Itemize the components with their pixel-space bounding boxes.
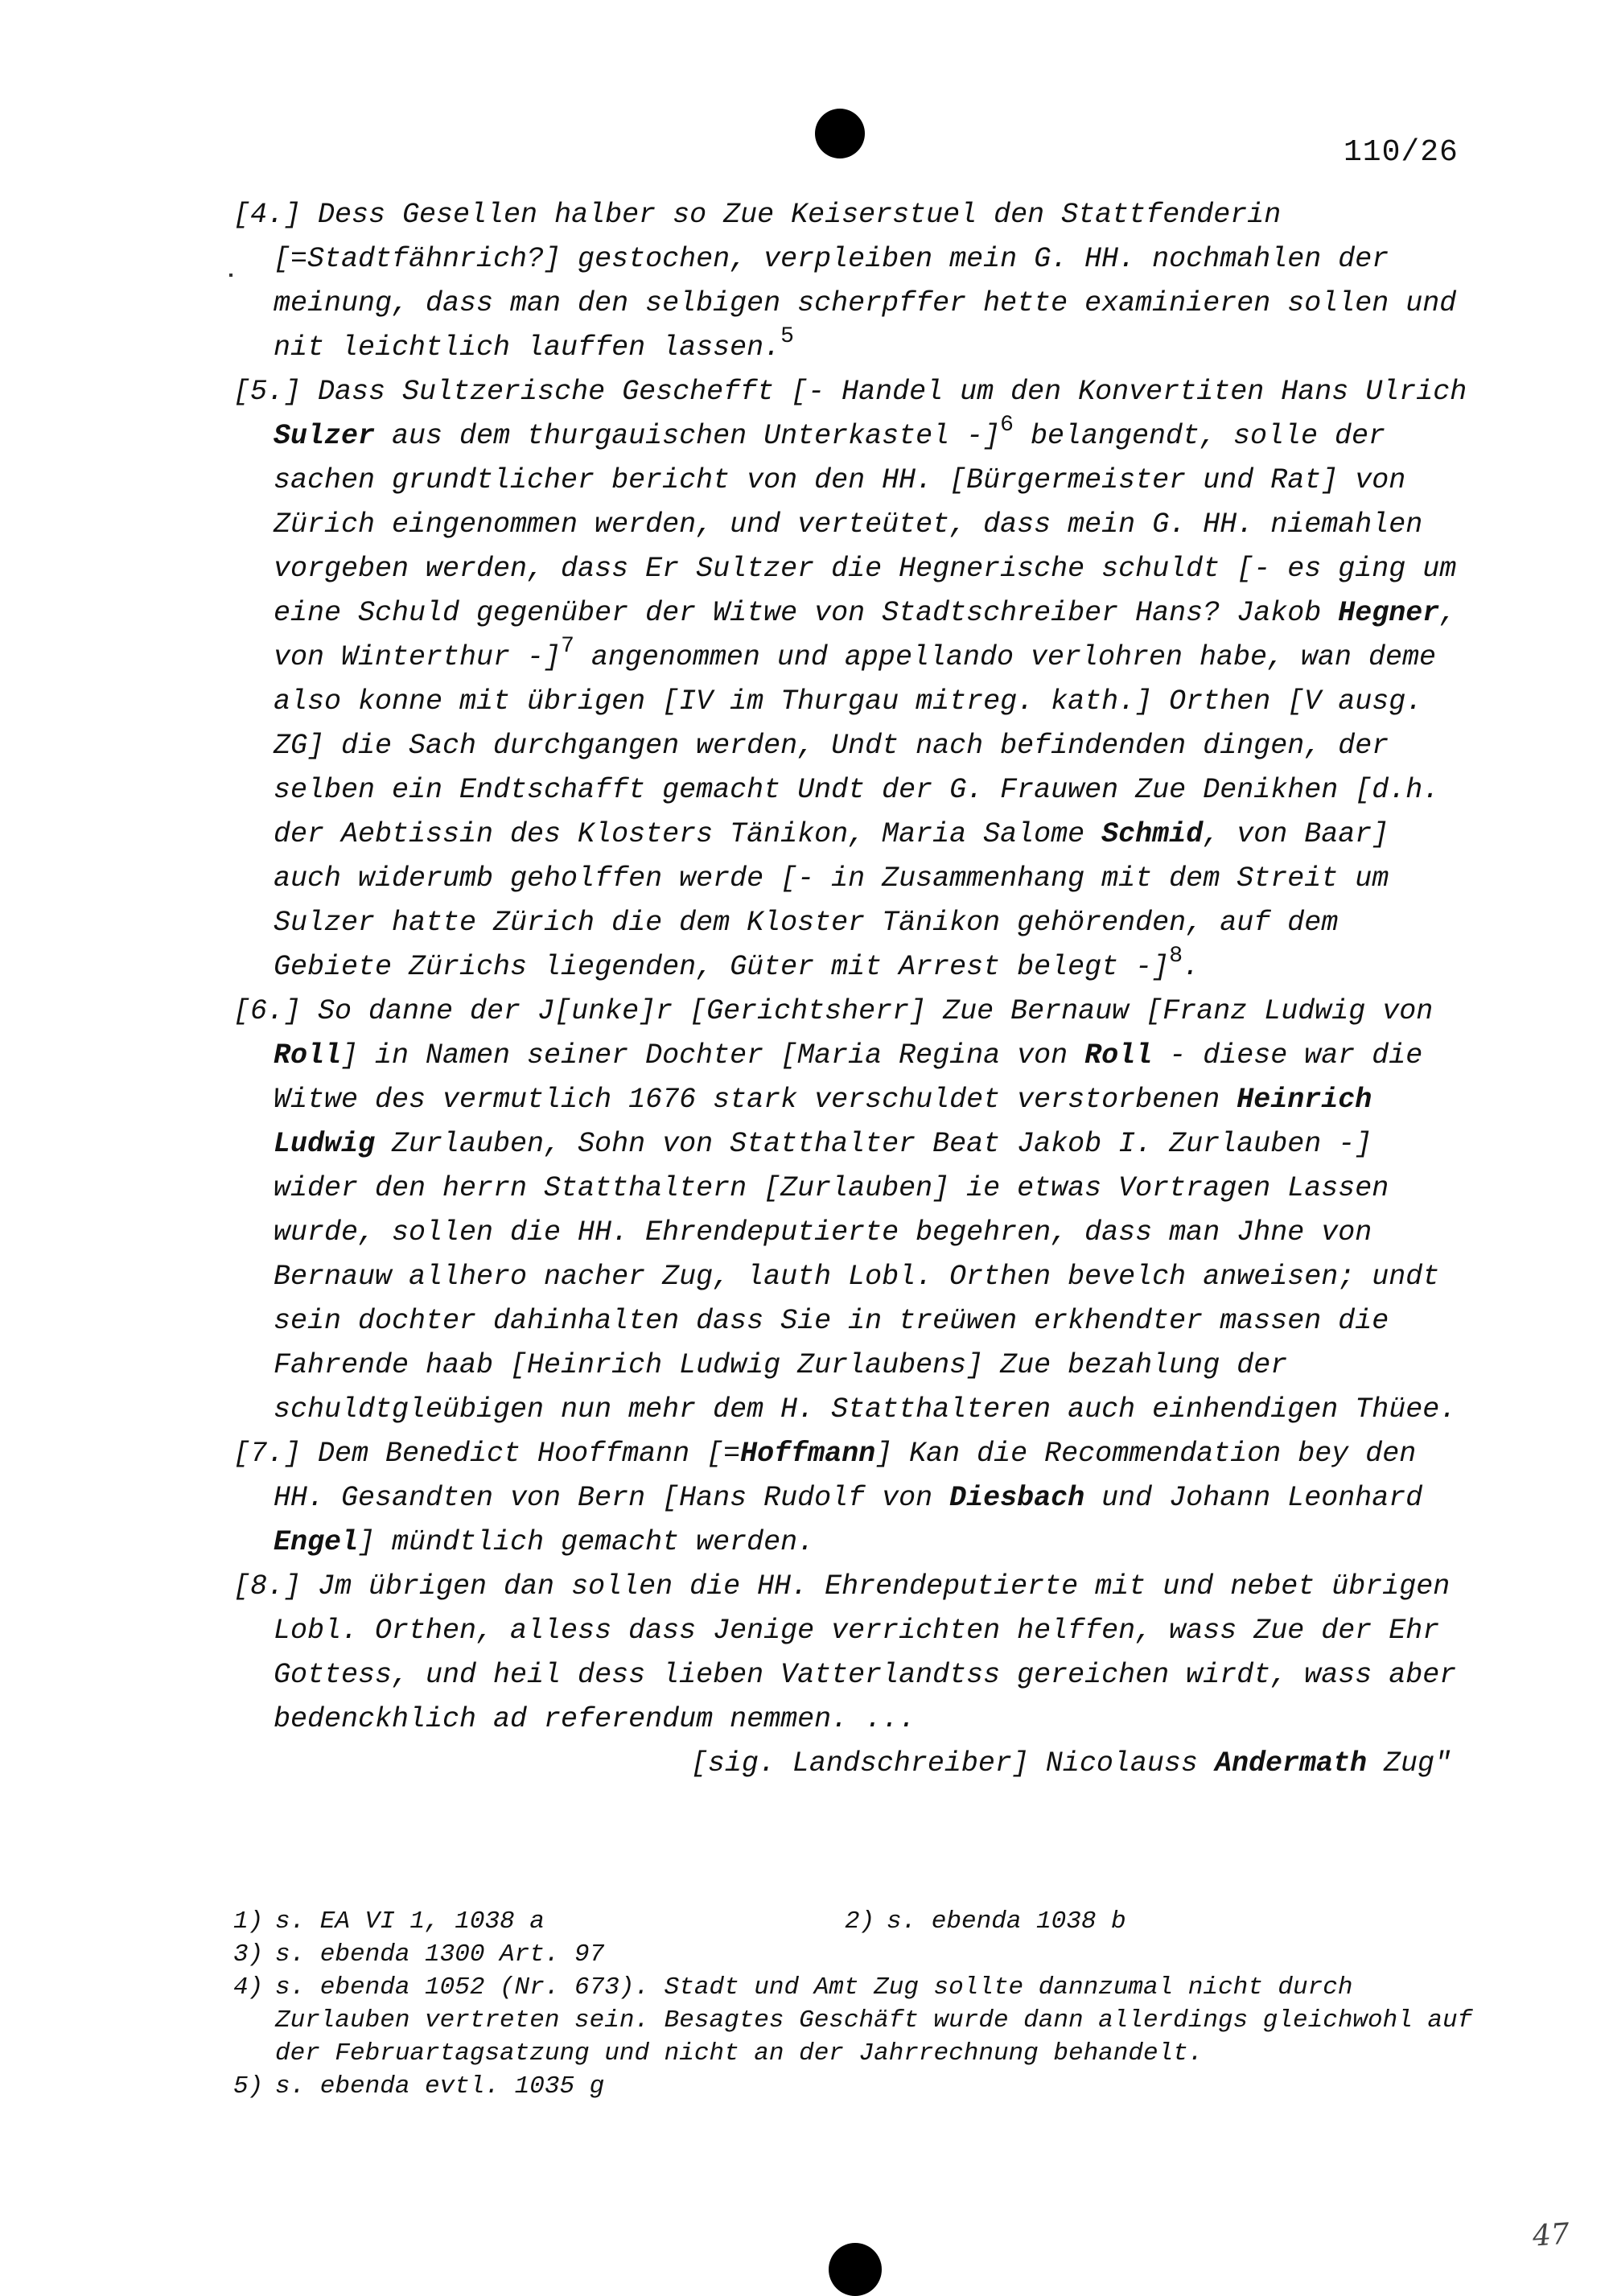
text-run: Zurlauben, Sohn von Statthalter Beat Jakob I. Zurlauben -] wider den herrn Statthaltern [Zurlauben] ie etwas Vortragen Lassen wurde, sollen die HH. Ehrendeputierte begehren, dass man Jhne von Bernauw allhero nacher Zug, lauth Lobl. Orthen bevelch anweisen; undt sein dochter dahinhalten dass Sie in treüwen erkhendter massen die Fahrende haab [Heinrich Ludwig Zurlaubens] Zue bezahlung der schuldtgleübigen nun mehr dem H. Statthalteren auch einhendigen Thüee. xyxy=(274,1128,1457,1426)
text-run: [7.] Dem Benedict Hooffmann [= xyxy=(233,1438,741,1470)
text-run: angenommen und appellando verlohren habe, wan deme also konne mit übrigen [IV im Thurgau mitreg. kath.] Orthen [V ausg. ZG] die Sach durchgangen werden, Undt nach befindenden dingen, der selben ein Endtschafft gemacht Undt der G. Frauwen Zue Denikhen [d.h. der Aebtissin des Klosters Tänikon, Maria Salome xyxy=(274,641,1440,850)
text-run: belangendt, solle der sachen grundtlicher bericht von den HH. [Bürgermeister und Rat] von Zürich eingenommen werden, und verteütet, dass mein G. HH. niemahlen vorgeben werden, dass Er Sultzer die Hegnerische schuldt [- es ging um eine Schuld gegenüber der Witwe von Stadtschreiber Hans? Jakob xyxy=(274,420,1457,629)
text-run: ] mündtlich gemacht werden. xyxy=(358,1526,815,1558)
footnotes xyxy=(233,1905,1488,2103)
footnote-ref: 7 xyxy=(561,634,574,659)
person-name: Hoffmann xyxy=(740,1438,876,1470)
footnote-number: 3) xyxy=(233,1940,264,1969)
person-name: Roll xyxy=(274,1039,342,1072)
footnote-text: s. ebenda evtl. 1035 g xyxy=(275,2072,605,2101)
page-number: 110/26 xyxy=(1344,135,1459,170)
footnote-ref: 8 xyxy=(1169,944,1183,969)
punch-hole-top xyxy=(815,109,865,158)
footnote-number: 4) xyxy=(233,1973,264,2002)
text-run: , von Winterthur -] xyxy=(274,597,1457,673)
person-name: Hegner xyxy=(1338,597,1440,629)
footnote xyxy=(233,1905,845,1938)
footnote-text: s. EA VI 1, 1038 a xyxy=(275,1907,545,1936)
text-run: , von Baar] auch widerumb geholffen werde [- in Zusammenhang mit dem Streit um Sulzer hatte Zürich die dem Kloster Tänikon gehörenden, auf dem Gebiete Zürichs liegenden, Güter mit Arrest belegt -] xyxy=(274,818,1389,983)
person-name: Roll xyxy=(1084,1039,1153,1072)
text-run: [6.] So danne der J[unke]r [Gerichtsherr] Zue Bernauw [Franz Ludwig von xyxy=(233,995,1434,1027)
signature-suffix: Zug" xyxy=(1366,1747,1451,1780)
paragraph xyxy=(233,370,1472,990)
footnote xyxy=(233,1938,1488,1971)
text-run: [5.] Dass Sultzerische Geschefft [- Handel um den Konvertiten Hans Ulrich xyxy=(233,376,1467,408)
footnote-number: 1) xyxy=(233,1907,264,1936)
footnote-number: 2) xyxy=(845,1907,875,1936)
signature-line xyxy=(233,1742,1472,1786)
footnote xyxy=(233,1971,1488,2070)
footnote-ref: 6 xyxy=(1000,413,1014,438)
text-run: und Johann Leonhard xyxy=(1084,1482,1423,1514)
signature-name: Andermath xyxy=(1214,1747,1367,1780)
footnote-ref: 5 xyxy=(780,324,794,349)
paragraph xyxy=(233,990,1472,1432)
footnote xyxy=(233,2070,1488,2103)
text-run: ] Kan die Recommendation bey den HH. Gesandten von Bern [Hans Rudolf von xyxy=(274,1438,1417,1514)
document-body xyxy=(233,193,1472,1786)
paragraph xyxy=(233,193,1472,370)
text-run: ] in Namen seiner Dochter [Maria Regina von xyxy=(341,1039,1085,1072)
person-name: Schmid xyxy=(1101,818,1204,850)
signature-prefix: [sig. Landschreiber] Nicolauss xyxy=(690,1747,1215,1780)
paragraph xyxy=(233,1432,1472,1565)
person-name: Sulzer xyxy=(274,420,376,452)
margin-mark xyxy=(229,274,233,277)
handwritten-page-mark: 47 xyxy=(1531,2217,1571,2253)
footnote-text: s. ebenda 1038 b xyxy=(887,1907,1126,1936)
person-name: Diesbach xyxy=(949,1482,1085,1514)
text-run: aus dem thurgauischen Unterkastel -] xyxy=(375,420,1001,452)
text-run: - diese war die Witwe des vermutlich 1676 stark verschuldet verstorbenen xyxy=(274,1039,1423,1116)
person-name: Engel xyxy=(274,1526,359,1558)
text-run: . xyxy=(1183,951,1200,983)
person-name: Heinrich Ludwig xyxy=(274,1084,1372,1160)
footnote-text: s. ebenda 1300 Art. 97 xyxy=(275,1940,605,1969)
footnote-text: s. ebenda 1052 (Nr. 673). Stadt und Amt Zug sollte dannzumal nicht durch Zurlauben vertreten sein. Besagtes Geschäft wurde dann allerdings gleichwohl auf der Februartagsatzung und nicht an der Jahrrechnung behandelt. xyxy=(275,1973,1473,2068)
punch-hole-bottom xyxy=(829,2243,882,2296)
paragraph xyxy=(233,1565,1472,1742)
text-run: [8.] Jm übrigen dan sollen die HH. Ehrendeputierte mit und nebet übrigen Lobl. Orthen, alless dass Jenige verrichten helffen, wass Zue der Ehr Gottess, und heil dess lieben Vatterlandtss gereichen wirdt, wass aber bedenckhlich ad referendum nemmen. ... xyxy=(233,1570,1457,1735)
paragraph-list xyxy=(233,193,1472,1742)
footnote-number: 5) xyxy=(233,2072,264,2101)
footnote xyxy=(845,1905,1456,1938)
footnote-pair-row xyxy=(233,1905,1488,1938)
text-run: [4.] Dess Gesellen halber so Zue Keiserstuel den Stattfenderin [=Stadtfähnrich?] gestochen, verpleiben mein G. HH. nochmahlen der meinung, dass man den selbigen scherpffer hette examinieren sollen und nit leichtlich lauffen lassen. xyxy=(233,199,1457,364)
